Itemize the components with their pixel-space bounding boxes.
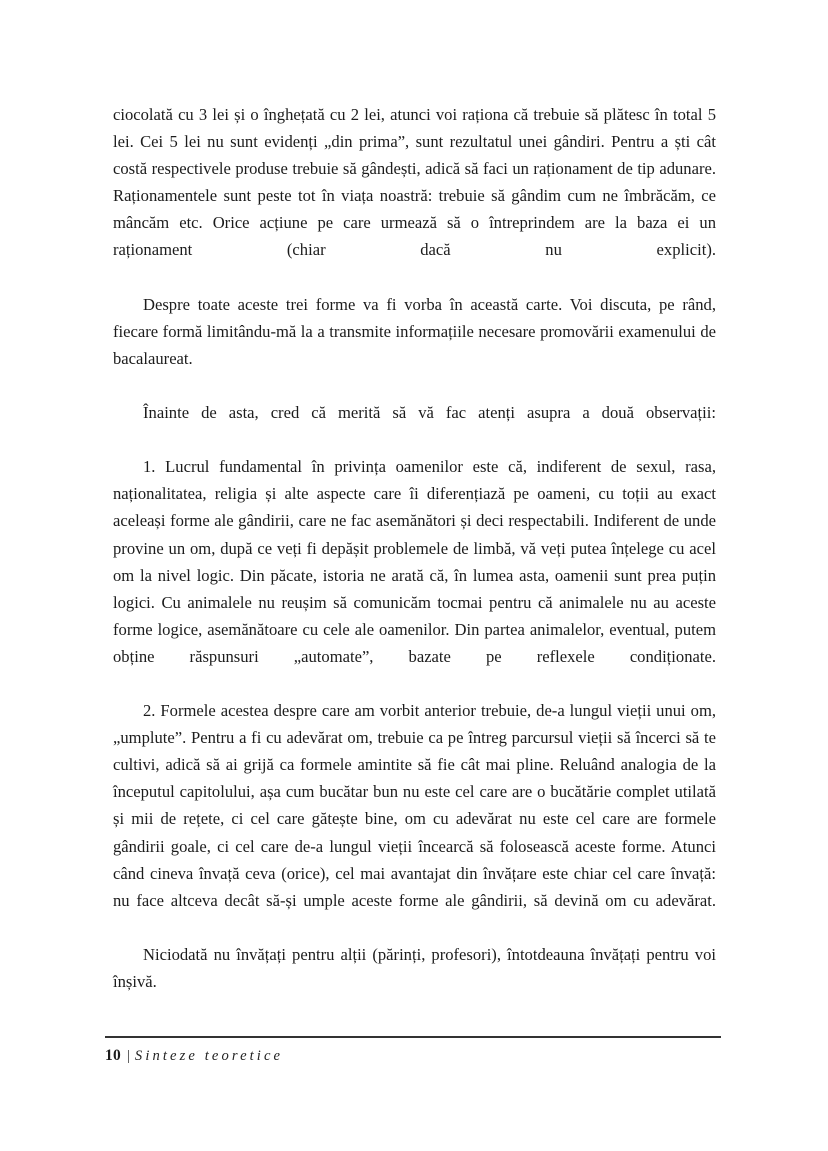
paragraph: Înainte de asta, cred că merită să vă fac atenți asupra a două observații: <box>143 403 716 423</box>
paragraph: ciocolată cu 3 lei și o înghețată cu 2 lei, atunci voi raționa că trebuie să plătesc în total 5 lei. Cei 5 lei nu sunt evidenți „din prima”, sunt rezultatul unei gândiri. Pentru a ști cât costă respectivele produse trebuie să gândești, adică să faci un raționament de tip adunare. Raționamentele sunt peste tot în viața noastră: trebuie să gândim cum ne îmbrăcăm, ce mâncăm etc. Orice acțiune pe care urmează să o întreprindem are la baza ei un raționament (chiar dacă nu explicit). <box>113 105 716 260</box>
page-footer <box>105 1036 721 1066</box>
running-title: Sinteze teoretice <box>134 1048 284 1064</box>
footer-content <box>105 1046 721 1066</box>
paragraph: Despre toate aceste trei forme va fi vorba în această carte. Voi discuta, pe rând, fiecare formă limitându-mă la a transmite informațiile necesare promovării examenului de bacalaureat. <box>113 294 716 368</box>
paragraph: Niciodată nu învățați pentru alții (părinți, profesori), întotdeauna învățați pentru voi înșivă. <box>113 944 716 991</box>
paragraph: 1. Lucrul fundamental în privința oamenilor este că, indiferent de sexul, rasa, naționalitatea, religia și alte aspecte care îi diferențiază pe oameni, cu toții au exact aceleași forme ale gândirii, care ne fac asemănători și deci respectabili. Indiferent de unde provine un om, după ce veți fi depășit problemele de limbă, vă veți putea înțelege cu acel om la nivel logic. Din păcate, istoria ne arată că, în lumea asta, oamenii sunt prea puțin logici. Cu animalele nu reușim să comunicăm tocmai pentru că animalele nu au aceste forme logice, asemănătoare cu cele ale oamenilor. Din partea animalelor, eventual, putem obține răspunsuri „automate”, bazate pe reflexele condiționate. <box>113 457 716 666</box>
footer-divider <box>105 1036 721 1038</box>
page-number: 10 <box>105 1047 121 1064</box>
footer-separator: | <box>126 1048 130 1064</box>
paragraph: 2. Formele acestea despre care am vorbit anterior trebuie, de-a lungul vieții unui om, „umplute”. Pentru a fi cu adevărat om, trebuie ca pe întreg parcursul vieții să încerci să te cultivi, adică să ai grijă ca formele amintite să fie cât mai pline. Reluând analogia de la începutul capitolului, așa cum bucătar bun nu este cel care are o bucătărie complet utilată și mii de rețete, ci cel care gătește bine, om cu adevărat nu este cel care are formele gândirii goale, ci cel care de-a lungul vieții încearcă să folosească aceste forme. Atunci când cineva învață ceva (orice), cel mai avantajat din învățare este chiar cel care învață: nu face altceva decât să-și umple aceste forme ale gândirii, să devină om cu adevărat. <box>113 701 716 910</box>
page-body-text <box>113 101 716 1022</box>
